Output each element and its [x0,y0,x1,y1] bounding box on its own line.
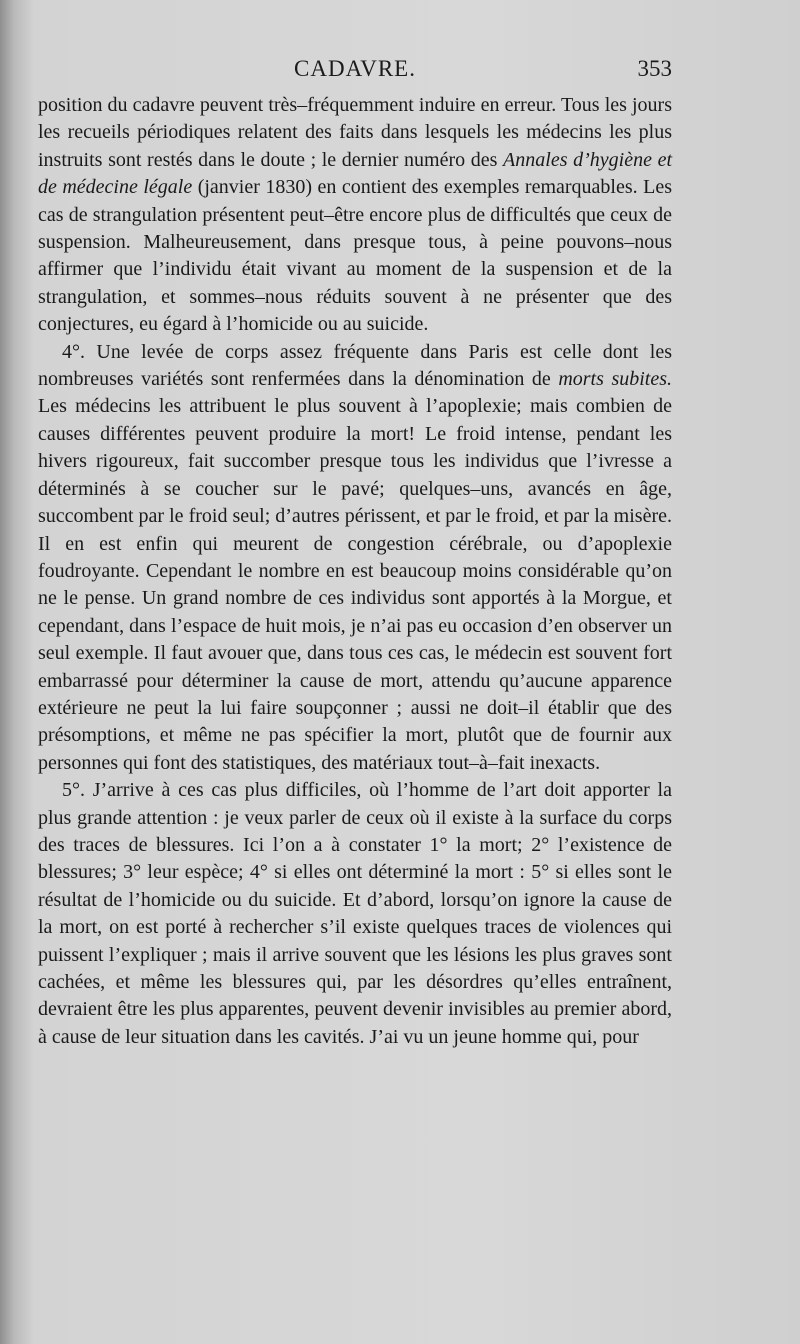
paragraph-3 [38,777,672,1051]
paragraph-2-text-end: Les médecins les attribuent le plus souvent à l’apoplexie; mais combien de causes différentes peuvent produire la mort! Le froid intense, pendant les hivers rigoureux, fait succomber presque tous les individus que l’ivresse a déterminés à se coucher sur le pavé; quelques–uns, avancés en âge, succombent par le froid seul; d’autres périssent, et par le froid, et par la misère. Il en est enfin qui meurent de congestion cérébrale, ou d’apoplexie foudroyante. Cependant le nombre en est beaucoup moins considérable qu’on ne le pense. Un grand nombre de ces individus sont apportés à la Morgue, et cependant, dans l’espace de huit mois, je n’ai pas eu occasion d’en observer un seul exemple. Il faut avouer que, dans tous ces cas, le médecin est souvent fort embarrassé pour déterminer la cause de mort, attendu qu’aucune apparence extérieure ne peut la lui faire soupçonner ; aussi ne doit–il établir que des présomptions, et même ne pas spécifier la mort, plutôt que de fournir aux personnes qui font des statistiques, des matériaux tout–à–fait inexacts. [38,395,672,774]
morts-subites-italic: morts subites. [558,368,673,391]
page-number: 353 [637,56,672,81]
paragraph-2 [38,339,672,778]
running-head [38,56,672,88]
paragraph-2-text: 4°. Une levée de corps assez fréquente dans Paris est celle dont les nombreuses variétés sont renfermées dans la dénomination de [38,340,672,391]
paragraph-3-text: 5°. J’arrive à ces cas plus difficiles, où l’homme de l’art doit apporter la plus grande attention : je veux parler de ceux où il existe à la surface du corps des traces de blessures. Ici l’on a à constater 1° la mort; 2° l’existence de blessures; 3° leur espèce; 4° si elles ont déterminé la mort : 5° si elles sont le résultat de l’homicide ou du suicide. Et d’abord, lorsqu’on ignore la cause de la mort, on est porté à rechercher s’il existe quelques traces de violences qui puissent l’expliquer ; mais il arrive souvent que les lésions les plus graves sont cachées, et même les blessures qui, par les désordres qu’elles entraînent, devraient être les plus apparentes, peuvent devenir invisibles au premier abord, à cause de leur situation dans les cavités. J’ai vu un jeune homme qui, pour [38,779,672,1048]
journal-title-italic: Annales d’hygiène et de médecine légale [38,148,672,199]
paragraph-1-text: position du cadavre peuvent très–fréquemment induire en erreur. Tous les jours les recueils périodiques relatent des faits dans lesquels les médecins les plus instruits sont restés dans le doute ; le dernier numéro des [38,94,672,171]
body-text [38,92,672,1051]
paragraph-1 [38,92,672,339]
paragraph-1-text-end: (janvier 1830) en contient des exemples remarquables. Les cas de strangulation présentent peut–être encore plus de difficultés que ceux de suspension. Malheureusement, dans presque tous, à peine pouvons–nous affirmer que l’individu était vivant au moment de la suspension et de la strangulation, et sommes–nous réduits souvent à ne présenter que des conjectures, eu égard à l’homicide ou au suicide. [38,176,672,336]
running-title: CADAVRE. [294,56,416,81]
